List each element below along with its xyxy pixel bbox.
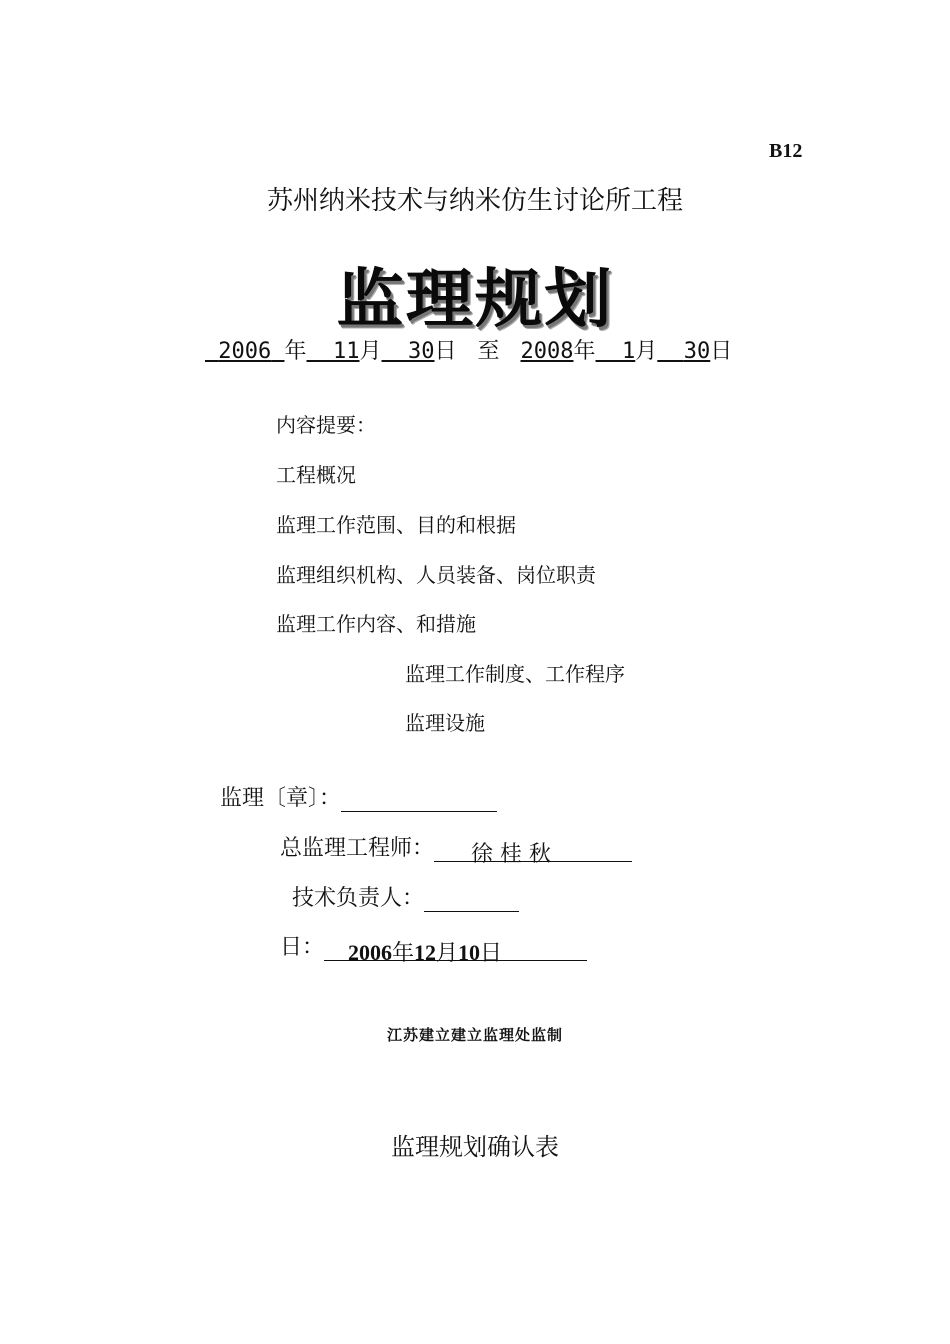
summary-item: 监理工作范围、目的和根据 (276, 513, 516, 537)
summary-item: 监理设施 (405, 711, 485, 735)
chief-line (280, 831, 632, 867)
date-month: 12 (414, 940, 437, 965)
date-year: 2006 (348, 940, 393, 965)
date-label: 日： (280, 935, 325, 960)
summary-item: 监理组织机构、人员装备、岗位职责 (276, 563, 596, 587)
month-char: 月 (359, 339, 382, 364)
summary-item: 监理工作制度、工作程序 (405, 662, 625, 686)
seal-line (220, 781, 497, 812)
issuer-label: 江苏建立建立监理处监制 (386, 1026, 563, 1044)
start-day: 30 (408, 339, 435, 364)
tech-label: 技术负责人： (292, 886, 425, 911)
month-char-2: 月 (635, 339, 658, 364)
chief-label: 总监理工程师： (280, 836, 435, 861)
start-month: 11 (333, 339, 360, 364)
date-field (324, 936, 587, 966)
summary-item: 监理工作内容、和措施 (276, 612, 476, 636)
summary-item: 工程概况 (276, 463, 356, 487)
chief-name: 徐 桂 秋 (471, 842, 552, 867)
tech-line (292, 881, 519, 912)
seal-blank (341, 787, 497, 812)
date-day-char: 日 (480, 941, 503, 966)
date-year-char: 年 (392, 941, 415, 966)
summary-heading: 内容提要： (276, 413, 376, 437)
day-char: 日 (434, 339, 457, 364)
confirm-title: 监理规划确认表 (391, 1133, 559, 1161)
end-month: 1 (622, 339, 636, 364)
date-line (280, 930, 587, 966)
year-char: 年 (284, 339, 307, 364)
day-char-2: 日 (710, 339, 733, 364)
to-char: 至 (477, 339, 500, 364)
tech-blank (424, 887, 519, 912)
start-year: 2006 (218, 339, 272, 364)
document-code: B12 (769, 140, 803, 162)
end-day: 30 (683, 339, 711, 364)
seal-label: 监理〔章〕： (220, 786, 342, 811)
document-title: 监理规划 (336, 263, 614, 337)
period-line (205, 334, 732, 365)
project-name: 苏州纳米技术与纳米仿生讨论所工程 (266, 186, 683, 216)
date-day: 10 (458, 940, 481, 965)
end-year: 2008 (520, 339, 574, 364)
chief-name-field (434, 837, 632, 867)
year-char-2: 年 (573, 339, 596, 364)
date-month-char: 月 (436, 941, 459, 966)
